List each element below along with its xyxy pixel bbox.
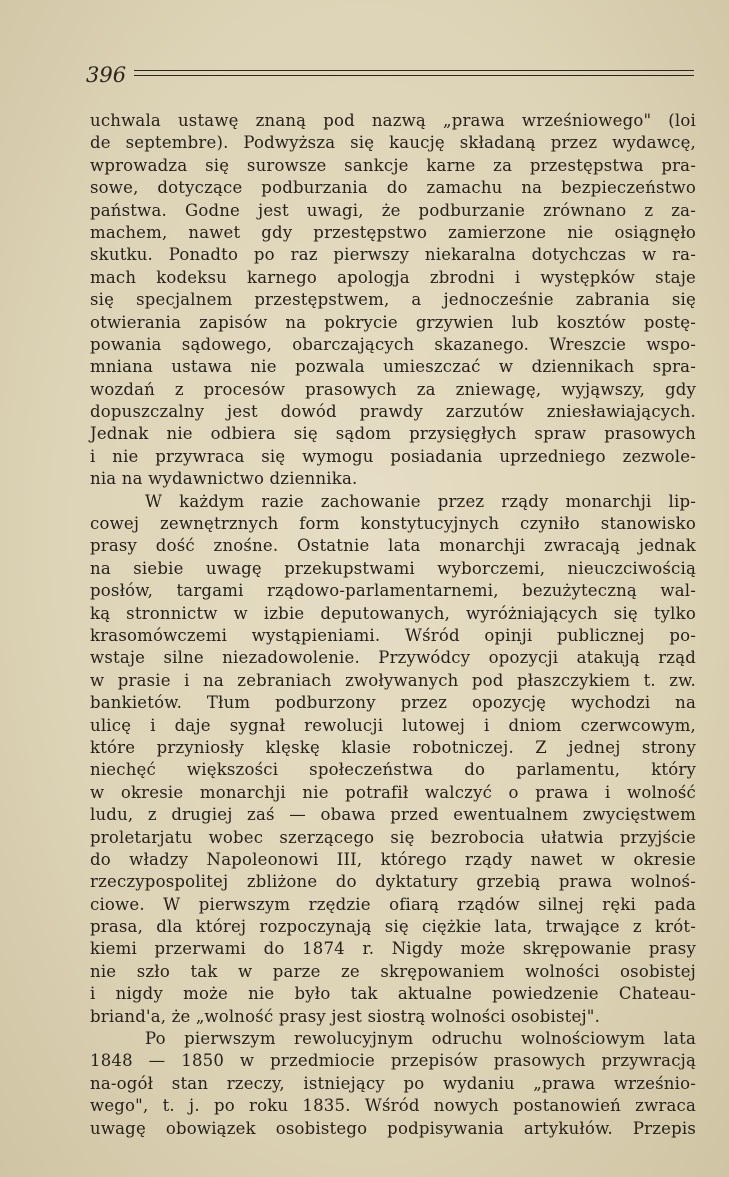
text-line: i nie przywraca się wymogu posiadania uprzedniego zezwole- [90,446,696,466]
text-line: proletarjatu wobec szerzącego się bezrobocia ułatwia przyjście [90,827,696,847]
page-number: 396 [86,63,127,87]
text-line: uwagę obowiązek osobistego podpisywania artykułów. Przepis [90,1118,696,1138]
page-header [86,62,694,92]
text-line: się specjalnem przestępstwem, a jednocześnie zabrania się [90,290,696,310]
text-line: w okresie monarchji nie potrafił walczyć o prawa i wolność [90,782,696,802]
body-text [90,110,696,1140]
text-line: mach kodeksu karnego apologja zbrodni i występków staje [90,267,696,287]
text-line: machem, nawet gdy przestępstwo zamierzone nie osiągnęło [90,222,696,242]
text-line: wstaje silne niezadowolenie. Przywódcy opozycji atakują rząd [90,648,696,668]
text-line: wego", t. j. po roku 1835. Wśród nowych postanowień zwraca [90,1096,696,1116]
text-line: nie szło tak w parze ze skrępowaniem wolności osobistej [90,961,696,981]
text-line: które przyniosły klęskę klasie robotniczej. Z jednej strony [90,737,696,757]
text-line: ludu, z drugiej zaś — obawa przed ewentualnem zwycięstwem [90,805,696,825]
text-line: 1848 — 1850 w przedmiocie przepisów prasowych przywracją [90,1051,696,1071]
text-line: Jednak nie odbiera się sądom przysięgłych spraw prasowych [90,424,696,444]
text-line: otwierania zapisów na pokrycie grzywien lub kosztów postę- [90,312,696,332]
text-line: skutku. Ponadto po raz pierwszy niekaralna dotychczas w ra- [90,245,696,265]
text-line: rzeczypospolitej zbliżone do dyktatury grzebią prawa wolnoś- [90,872,696,892]
text-line: niechęć większości społeczeństwa do parlamentu, który [90,760,696,780]
text-line-paragraph-start: Po pierwszym rewolucyjnym odruchu wolnościowym lata [145,1029,696,1049]
text-line: kiemi przerwami do 1874 r. Nigdy może skrępowanie prasy [90,939,696,959]
text-line: prasa, dla której rozpoczynają się ciężkie lata, trwające z krót- [90,917,696,937]
text-line: ulicę i daje sygnał rewolucji lutowej i dniom czerwcowym, [90,715,696,735]
text-line: do władzy Napoleonowi III, którego rządy nawet w okresie [90,849,696,869]
text-line: ką stronnictw w izbie deputowanych, wyróżniających się tylko [90,603,696,623]
text-line-paragraph-end: briand'a, że „wolność prasy jest siostrą wolności osobistej". [90,1006,601,1026]
text-line: wozdań z procesów prasowych za zniewagę, wyjąwszy, gdy [90,379,696,399]
text-line-paragraph-start: W każdym razie zachowanie przez rządy monarchji lip- [145,491,696,511]
text-line: bankietów. Tłum podburzony przez opozycję wychodzi na [90,693,696,713]
text-line: na siebie uwagę przekupstwami wyborczemi, nieuczciwością [90,558,696,578]
text-line: de septembre). Podwyższa się kaucję składaną przez wydawcę, [90,133,696,153]
text-line: prasy dość znośne. Ostatnie lata monarchji zwracają jednak [90,536,696,556]
text-line: na-ogół stan rzeczy, istniejący po wydaniu „prawa wrześnio- [90,1073,696,1093]
text-line: mniana ustawa nie pozwala umieszczać w dziennikach spra- [90,357,696,377]
text-line: wprowadza się surowsze sankcje karne za przestępstwa pra- [90,155,696,175]
text-line: posłów, targami rządowo-parlamentarnemi, bezużyteczną wal- [90,581,696,601]
header-rule-bottom [134,75,694,76]
text-line: sowe, dotyczące podburzania do zamachu na bezpieczeństwo [90,178,696,198]
text-line: cowej zewnętrznych form konstytucyjnych czyniło stanowisko [90,514,696,534]
text-line: i nigdy może nie było tak aktualne powiedzenie Chateau- [90,984,696,1004]
text-line-paragraph-end: nia na wydawnictwo dziennika. [90,469,358,489]
text-line: ciowe. W pierwszym rzędzie ofiarą rządów silnej ręki pada [90,894,696,914]
text-line: dopuszczalny jest dowód prawdy zarzutów zniesławiających. [90,402,696,422]
header-rule-top [134,70,694,71]
text-line: krasomówczemi wystąpieniami. Wśród opinji publicznej po- [90,625,696,645]
text-line: uchwala ustawę znaną pod nazwą „prawa wrześniowego" (loi [90,111,696,130]
text-line: państwa. Godne jest uwagi, że podburzanie zrównano z za- [90,200,696,220]
text-line: powania sądowego, obarczających skazanego. Wreszcie wspo- [90,334,696,354]
text-line: w prasie i na zebraniach zwoływanych pod płaszczykiem t. zw. [90,670,696,690]
